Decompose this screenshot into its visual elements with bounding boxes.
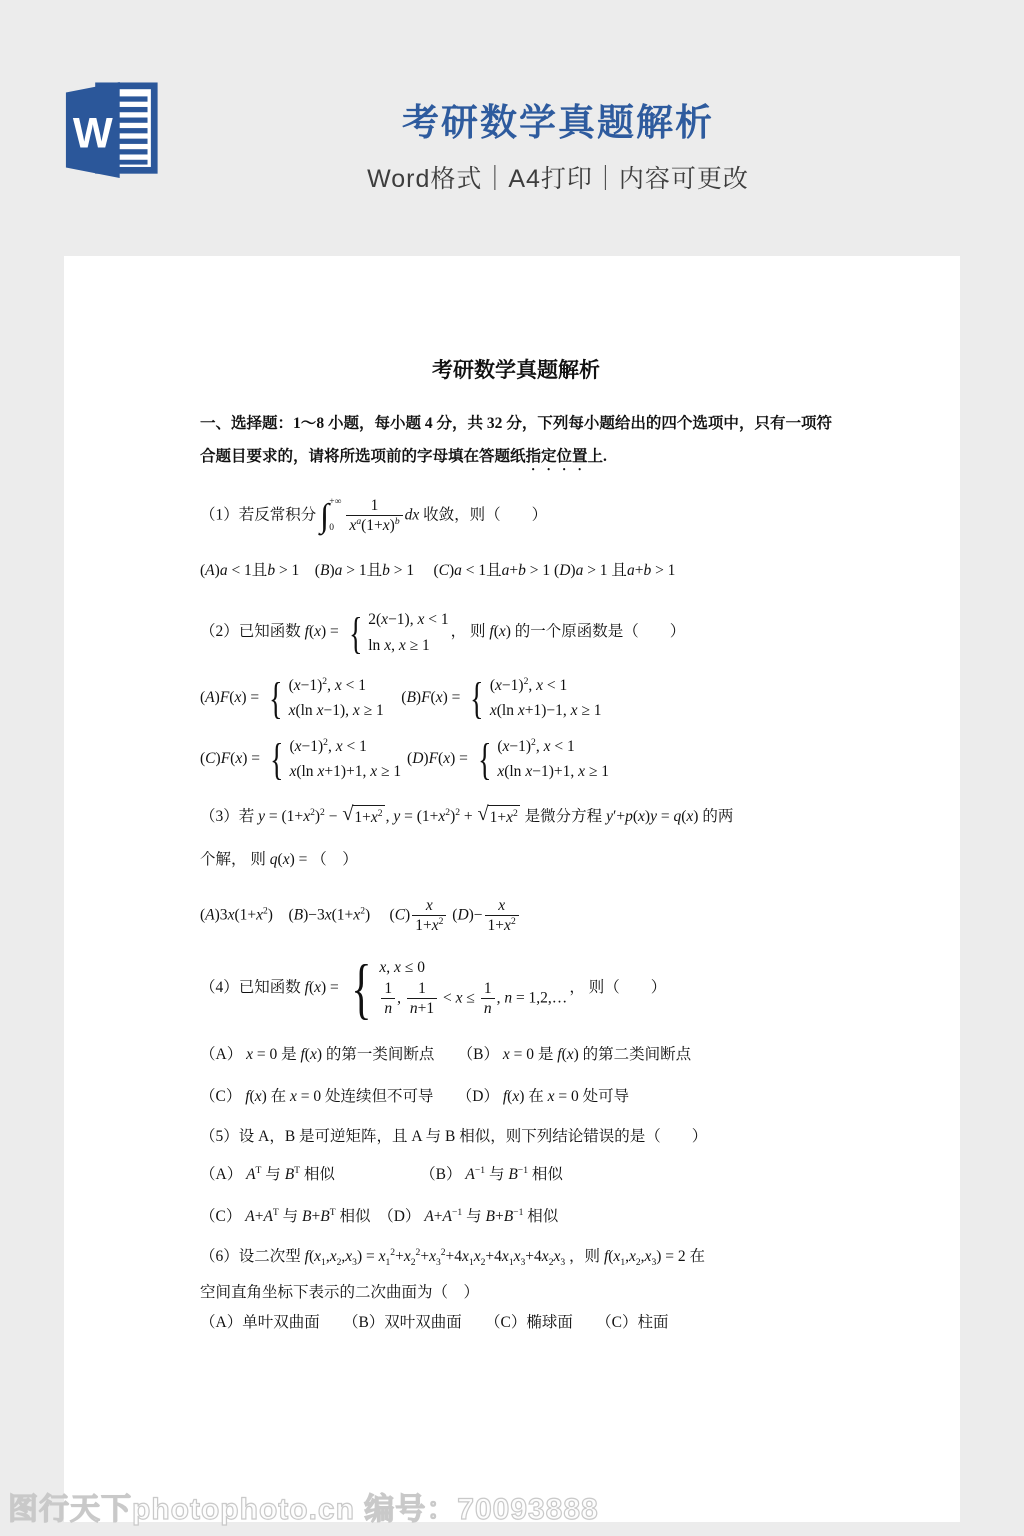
site-header <box>0 0 1024 256</box>
question-5-options-cd: （C） $A+A^T$ 与 $B+B^T$ 相似 （D） $A+A^{-1}$ 与 $B+B^{-1}$ 相似 <box>200 1206 559 1225</box>
question-2-options-cd: (C)F(x) = { $(x-1)^2$, x < 1 x(ln x+1)+1, x ≥ 1 (D)F(x) = { $(x-1)^2$, x < 1 x(ln x−1)+1, x ≥ 1 <box>200 734 832 785</box>
question-6-line-2: 空间直角坐标下表示的二次曲面为（ ） <box>200 1283 480 1301</box>
question-3-line-2: 个解， 则 q(x) = （ ） <box>200 850 358 868</box>
watermark-text: 图行天下photophoto.cn 编号：70093888 <box>8 1493 599 1526</box>
question-5: （5）设 A，B 是可逆矩阵，且 A 与 B 相似，则下列结论错误的是（ ） <box>200 1127 708 1145</box>
question-list <box>200 496 832 1335</box>
question-3-line-1: （3）若 $y = (1+x^2)^2$ − √ $1+x^2$ , $y = (1+x^2)^2$ + √ $1+x^2$ 是微分方程 y′+p(x)y = q(x) 的两 <box>200 805 832 830</box>
doc-title: 考研数学真题解析 <box>432 358 600 382</box>
header-text-block <box>367 92 749 195</box>
question-1-options: (A)a < 1且b > 1 (B)a > 1且b > 1 (C)a < 1且a+b > 1 (D)a > 1 且a+b > 1 <box>200 562 676 580</box>
question-4-options-cd: （C） f(x) 在 x = 0 处连续但不可导 （D） f(x) 在 x = 0 处可导 <box>200 1087 630 1105</box>
question-4: （4）已知函数 f(x) = { x, x ≤ 0 $\frac{1}{n}$ , $\frac{1}{n+1}$ < x ≤ $\frac{1}{n}$ , n = 1,2,… ， 则（ ） <box>200 956 832 1021</box>
question-6-line-1: （6）设二次型 $f(x_1,x_2,x_3) = x_1^2+x_2^2+x_3^2+4x_1x_2+4x_1x_3+4x_2x_3$ ，则 $f(x_1,x_2,x_3) = 2$ 在 <box>200 1246 706 1268</box>
word-logo-letter: W <box>72 109 113 157</box>
question-4-options-ab: （A） x = 0 是 f(x) 的第一类间断点 （B） x = 0 是 f(x) 的第二类间断点 <box>200 1045 692 1063</box>
header-title: 考研数学真题解析 <box>401 102 714 143</box>
document-content <box>64 256 960 1335</box>
question-3-options: $(A)3x(1+x^2)$ $(B)-3x(1+x^2)$ (C) $\frac{x}{1+x^2}$ (D)− $\frac{x}{1+x^2}$ <box>200 896 832 936</box>
question-5-options-ab: （A） $A^T$ 与 $B^T$ 相似 （B） $A^{-1}$ 与 $B^{-1}$ 相似 <box>200 1164 563 1183</box>
document-page <box>64 256 960 1522</box>
question-2: （2）已知函数 f(x) = { 2(x−1), x < 1 ln x, x ≥ 1 ， 则 f(x) 的一个原函数是（ ） <box>200 607 832 658</box>
header-subtitle: Word格式｜A4打印｜内容可更改 <box>367 165 749 193</box>
question-1: （1）若反常积分 ∫ +∞ 0 $\frac{1}{x^a(1+x)^b}$ dx 收敛，则（ ） <box>200 496 548 535</box>
intro-paragraph: 一、选择题：1～8 小题，每小题 4 分，共 32 分，下列每小题给出的四个选项中，只有一项符合题目要求的，请将所选项前的字母填在答题纸指定位置上. <box>200 415 832 465</box>
question-6-options: （A）单叶双曲面 （B）双叶双曲面 （C）椭球面 （C）柱面 <box>200 1313 669 1331</box>
word-logo-icon <box>64 80 160 180</box>
question-2-options-ab: (A)F(x) = { $(x-1)^2$, x < 1 x(ln x−1), x ≥ 1 (B)F(x) = { $(x-1)^2$, x < 1 x(ln x+1)−1, x ≥ 1 <box>200 673 832 724</box>
